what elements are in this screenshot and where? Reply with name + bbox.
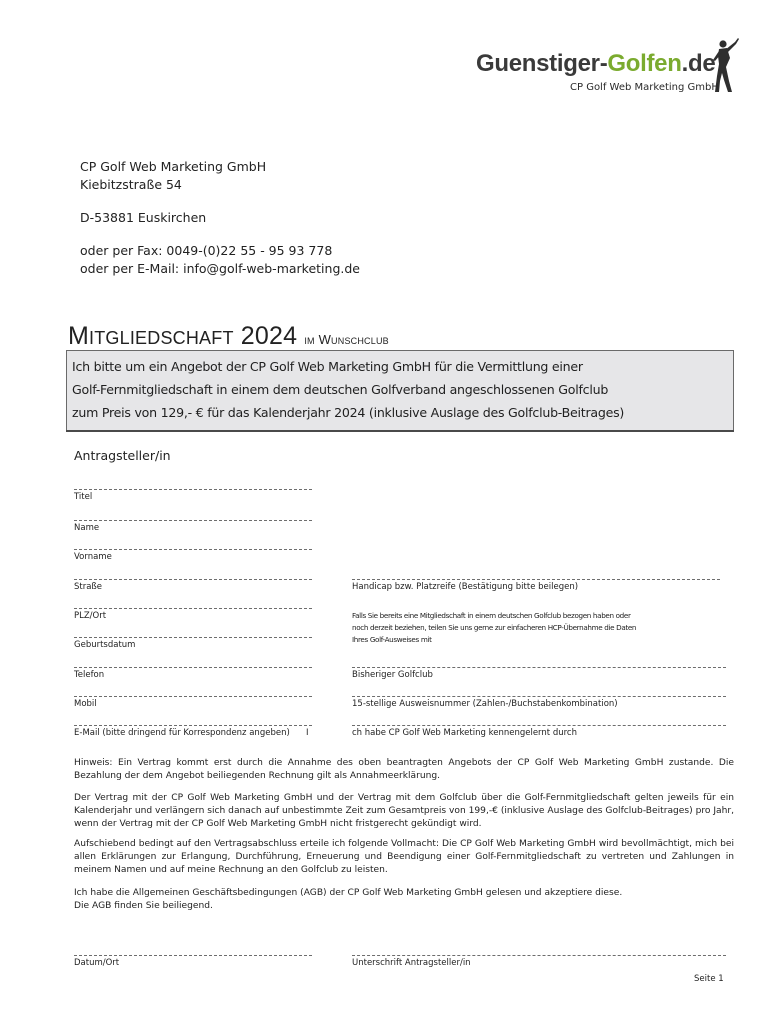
field-label-name: Name	[74, 523, 100, 533]
email-field[interactable]	[74, 725, 312, 726]
address-company: CP Golf Web Marketing GmbH	[80, 159, 267, 174]
offer-line-1: Ich bitte um ein Angebot der CP Golf Web Marketing GmbH für die Vermittlung einer	[72, 359, 583, 374]
field-label-email: E-Mail (bitte dringend für Korrespondenz angeben)	[74, 728, 290, 738]
previous-club-field[interactable]	[352, 667, 726, 668]
page-number: Seite 1	[694, 974, 724, 984]
firstname-field[interactable]	[74, 549, 312, 550]
field-label-handicap: Handicap bzw. Platzreife (Bestätigung bitte beilegen)	[352, 582, 579, 592]
zip-city-field[interactable]	[74, 608, 312, 609]
logo-part-3: .de	[681, 50, 716, 77]
logo-part-2: Golfen	[607, 50, 682, 77]
field-label-date-place: Datum/Ort	[74, 958, 120, 968]
signature-field[interactable]	[352, 955, 726, 956]
date-place-field[interactable]	[74, 955, 312, 956]
address-fax: oder per Fax: 0049-(0)22 55 - 95 93 778	[80, 243, 333, 258]
field-label-id-number: 15-stellige Ausweisnummer (Zahlen-/Buchstabenkombination)	[352, 699, 618, 709]
handicap-field[interactable]	[352, 579, 720, 580]
mobile-field[interactable]	[74, 696, 312, 697]
field-label-referral: ch habe CP Golf Web Marketing kennengelernt durch	[352, 728, 577, 738]
offer-divider	[66, 430, 734, 432]
field-label-previous-club: Bisheriger Golfclub	[352, 670, 433, 680]
street-field[interactable]	[74, 579, 312, 580]
section-title-applicant: Antragsteller/in	[74, 448, 171, 463]
offer-line-3: zum Preis von 129,- € für das Kalenderjahr 2024 (inklusive Auslage des Golfclub-Beitrages)	[72, 405, 625, 420]
notice-paragraph: Hinweis: Ein Vertrag kommt erst durch die Annahme des oben beantragten Angebots der CP Golf Web Marketing GmbH zustande. Die Bezahlung der dem Angebot beiliegenden Rechnung gilt als Annahmeerklärung.	[74, 758, 734, 781]
authorization-paragraph: Aufschiebend bedingt auf den Vertragsabschluss erteile ich folgende Vollmacht: Die CP Golf Web Marketing GmbH wird bevollmächtigt, mich bei allen Erklärungen zur Erlangung, Durchführung, Erneuerung und Beendigung einer Golf-Fernmitgliedschaft zu vertreten und Zahlungen in meinem Namen und auf meine Rechnung an den Golfclub zu leisten.	[74, 839, 734, 875]
title-field[interactable]	[74, 489, 312, 490]
title-suffix: im Wunschclub	[304, 332, 389, 347]
field-label-phone: Telefon	[74, 670, 105, 680]
title-main: Mitgliedschaft 2024	[68, 322, 298, 350]
field-label-zip-city: PLZ/Ort	[74, 611, 107, 621]
terms-paragraph	[74, 887, 734, 913]
field-label-mobile: Mobil	[74, 699, 97, 709]
offer-line-2: Golf-Fernmitgliedschaft in einem dem deutschen Golfverband angeschlossenen Golfclub	[72, 382, 609, 397]
field-label-birthdate: Geburtsdatum	[74, 640, 136, 650]
page-title	[68, 322, 389, 351]
email-marker: I	[306, 728, 309, 738]
note-line-3: Ihres Golf-Ausweises mit	[352, 635, 432, 644]
referral-field[interactable]	[352, 725, 726, 726]
address-street: Kiebitzstraße 54	[80, 177, 182, 192]
birthdate-field[interactable]	[74, 637, 312, 638]
offer-box	[66, 350, 734, 432]
field-label-signature: Unterschrift Antragsteller/in	[352, 958, 471, 968]
brand-logo	[476, 50, 715, 78]
address-email: oder per E-Mail: info@golf-web-marketing.de	[80, 261, 360, 276]
contract-paragraph: Der Vertrag mit der CP Golf Web Marketing GmbH und der Vertrag mit dem Golfclub über die Golf-Fernmitgliedschaft gelten jeweils für ein Kalenderjahr und verlängern sich danach auf unbestimmte Zeit zum Gesamtpreis von 199,-€ (inklusive Auslage des Golfclub-Beitrages) pro Jahr, wenn der Vertrag mit der CP Golf Web Marketing GmbH nicht fristgerecht gekündigt wird.	[74, 793, 734, 829]
field-label-firstname: Vorname	[74, 552, 112, 562]
name-field[interactable]	[74, 520, 312, 521]
note-line-2: noch derzeit beziehen, teilen Sie uns gerne zur einfacheren HCP-Übernahme die Daten	[352, 623, 637, 632]
terms-line-2: Die AGB finden Sie beiliegend.	[74, 900, 213, 911]
terms-line-1: Ich habe die Allgemeinen Geschäftsbedingungen (AGB) der CP Golf Web Marketing GmbH gelesen und akzeptiere diese.	[74, 888, 623, 898]
logo-subtitle: CP Golf Web Marketing GmbH	[570, 82, 719, 93]
address-city: D-53881 Euskirchen	[80, 210, 207, 225]
field-label-title: Titel	[74, 492, 93, 502]
id-number-field[interactable]	[352, 696, 726, 697]
field-label-street: Straße	[74, 582, 103, 592]
note-line-1: Falls Sie bereits eine Mitgliedschaft in einem deutschen Golfclub bezogen haben oder	[352, 611, 631, 620]
logo-part-1: Guenstiger-	[476, 50, 608, 77]
handicap-note	[352, 610, 636, 646]
phone-field[interactable]	[74, 667, 312, 668]
